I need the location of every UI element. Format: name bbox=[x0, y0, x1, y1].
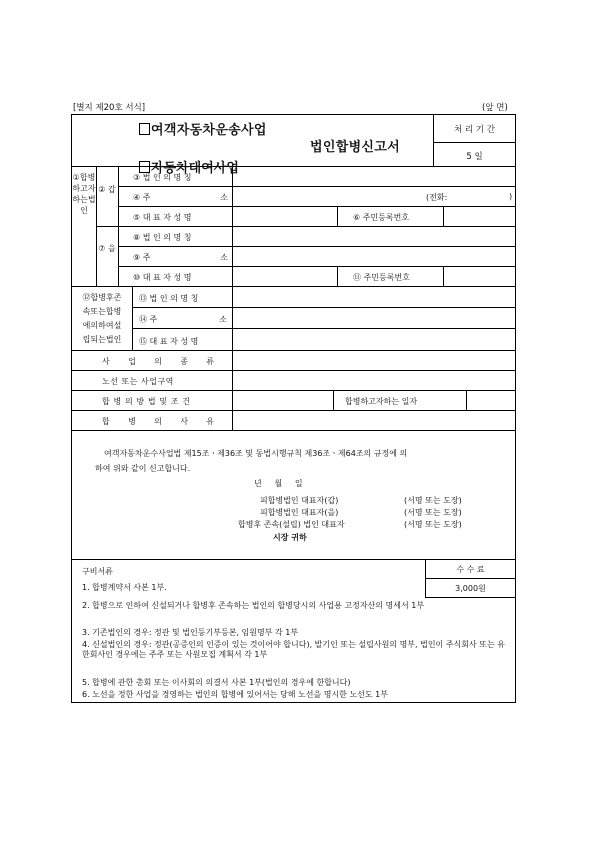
merger-date-label: 합병하고자하는 일자 bbox=[345, 397, 418, 406]
signer-role-survivor: 합병후 존속(설립) 법인 대표자 bbox=[238, 520, 345, 529]
eul-name-label: ⑧ 법 인 의 명 칭 bbox=[133, 233, 192, 242]
signer-role-gap: 피합병법인 대표자(갑) bbox=[260, 496, 339, 505]
signer-sign-survivor[interactable]: (서명 또는 도장) bbox=[404, 520, 462, 529]
survivor-address-field[interactable] bbox=[233, 307, 516, 328]
survivor-rep-label: ⑮ 대 표 자 성 명 bbox=[139, 337, 199, 346]
document-item-5: 5. 합병에 관한 총회 또는 이사회의 의결서 사본 1부(법인의 경우에 한합니다) bbox=[82, 678, 351, 687]
gap-rep-field[interactable] bbox=[233, 206, 337, 226]
survivor-address-label: ⑭ 주 소 bbox=[139, 315, 227, 324]
route-field[interactable] bbox=[233, 370, 516, 390]
gap-name-label: ③ 법 인 의 명 칭 bbox=[133, 173, 192, 182]
recipient: 시장 귀하 bbox=[273, 533, 307, 542]
form-title-main: 법인합병신고서 bbox=[310, 140, 401, 155]
route-label: 노선 또는 사업구역 bbox=[102, 377, 174, 386]
processing-period-label: 처 리 기 간 bbox=[454, 125, 495, 135]
method-label: 합 병 의 방 법 및 조 건 bbox=[102, 397, 191, 406]
eul-reg-label: ⑪ 주민등록번호 bbox=[353, 273, 410, 282]
declaration-text-line2: 하여 위와 같이 신고합니다. bbox=[95, 464, 191, 473]
eul-reg-field[interactable] bbox=[444, 266, 516, 286]
eul-name-field[interactable] bbox=[233, 226, 516, 246]
declaration-text-line1: 여객자동차운수사업법 제15조ㆍ제36조 및 동법시행규칙 제36조ㆍ제64조의 규정에 의 bbox=[104, 449, 408, 458]
business-type-label: 사 업 의 종 류 bbox=[102, 357, 214, 366]
reason-field[interactable] bbox=[233, 410, 516, 430]
eul-address-field[interactable] bbox=[233, 246, 516, 266]
form-title-line3: 자동차대여사업 bbox=[139, 157, 239, 166]
gap-reg-label: ⑥ 주민등록번호 bbox=[353, 213, 410, 222]
gap-address-label: ④ 주 소 bbox=[133, 193, 228, 202]
survivor-name-label: ⑬ 법 인 의 명 칭 bbox=[139, 294, 199, 303]
gap-address-field[interactable] bbox=[233, 186, 516, 206]
reason-label: 합 병 의 사 유 bbox=[102, 417, 214, 426]
party-eul-label: ⑦ 을 bbox=[98, 244, 116, 253]
signer-sign-gap[interactable]: (서명 또는 도장) bbox=[404, 496, 462, 505]
section2-label: ⑫합병후존 속또는합병 에의하여설 립되는법인 bbox=[82, 293, 122, 344]
survivor-rep-field[interactable] bbox=[233, 328, 516, 350]
gap-rep-label: ⑤ 대 표 자 성 명 bbox=[133, 213, 192, 222]
merger-date-field[interactable] bbox=[467, 390, 516, 410]
survivor-name-field[interactable] bbox=[233, 286, 516, 307]
document-item-4: 4. 신설법인의 경우: 정관(공증인의 인증이 있는 것이어야 합니다), 발기인 또는 설립사원의 명부, 법인이 주식회사 또는 유한회사인 경우에는 주주 또는 사원모집 계획서 각 1부 bbox=[82, 640, 506, 659]
checkbox-icon[interactable] bbox=[139, 123, 150, 135]
section1-label: ①합병하고자하는법인 bbox=[72, 173, 96, 215]
document-item-1: 1. 합병계약서 사본 1부. bbox=[82, 583, 167, 592]
document-item-3: 3. 기존법인의 경우: 정관 및 법인등기부등본, 임원명부 각 1부 bbox=[82, 628, 299, 637]
method-field[interactable] bbox=[233, 390, 333, 410]
fee-value: 3,000원 bbox=[455, 584, 486, 593]
gap-phone-close: ) bbox=[509, 192, 513, 201]
business-type-field[interactable] bbox=[233, 350, 516, 370]
page-side-label: (앞 면) bbox=[482, 103, 508, 113]
processing-period-value: 5 일 bbox=[466, 152, 483, 162]
party-gap-label: ② 갑 bbox=[98, 185, 116, 194]
eul-rep-field[interactable] bbox=[233, 266, 337, 286]
form-title-line1: 여객자동차운송사업 bbox=[139, 119, 267, 138]
gap-reg-field[interactable] bbox=[444, 206, 516, 226]
signer-role-eul: 피합병법인 대표자(을) bbox=[260, 508, 339, 517]
gap-phone-label: (전화: bbox=[426, 193, 448, 202]
signer-sign-eul[interactable]: (서명 또는 도장) bbox=[404, 508, 462, 517]
document-item-6: 6. 노선을 정한 사업을 경영하는 법인의 합병에 있어서는 당해 노선을 명시한 노선도 1부 bbox=[82, 690, 388, 699]
eul-rep-label: ⑩ 대 표 자 성 명 bbox=[133, 273, 192, 282]
declaration-date: 년 월 일 bbox=[254, 479, 303, 488]
document-item-2: 2. 합병으로 인하여 신설되거나 합병후 존속하는 법인의 합병당시의 사업용 고정자산의 명세서 1부 bbox=[82, 601, 425, 610]
fee-label: 수 수 료 bbox=[456, 565, 485, 574]
eul-address-label: ⑨ 주 소 bbox=[133, 253, 228, 262]
documents-title: 구비서류 bbox=[82, 567, 113, 576]
form-number: [별지 제20호 서식] bbox=[73, 103, 146, 113]
gap-name-field[interactable] bbox=[223, 166, 516, 186]
